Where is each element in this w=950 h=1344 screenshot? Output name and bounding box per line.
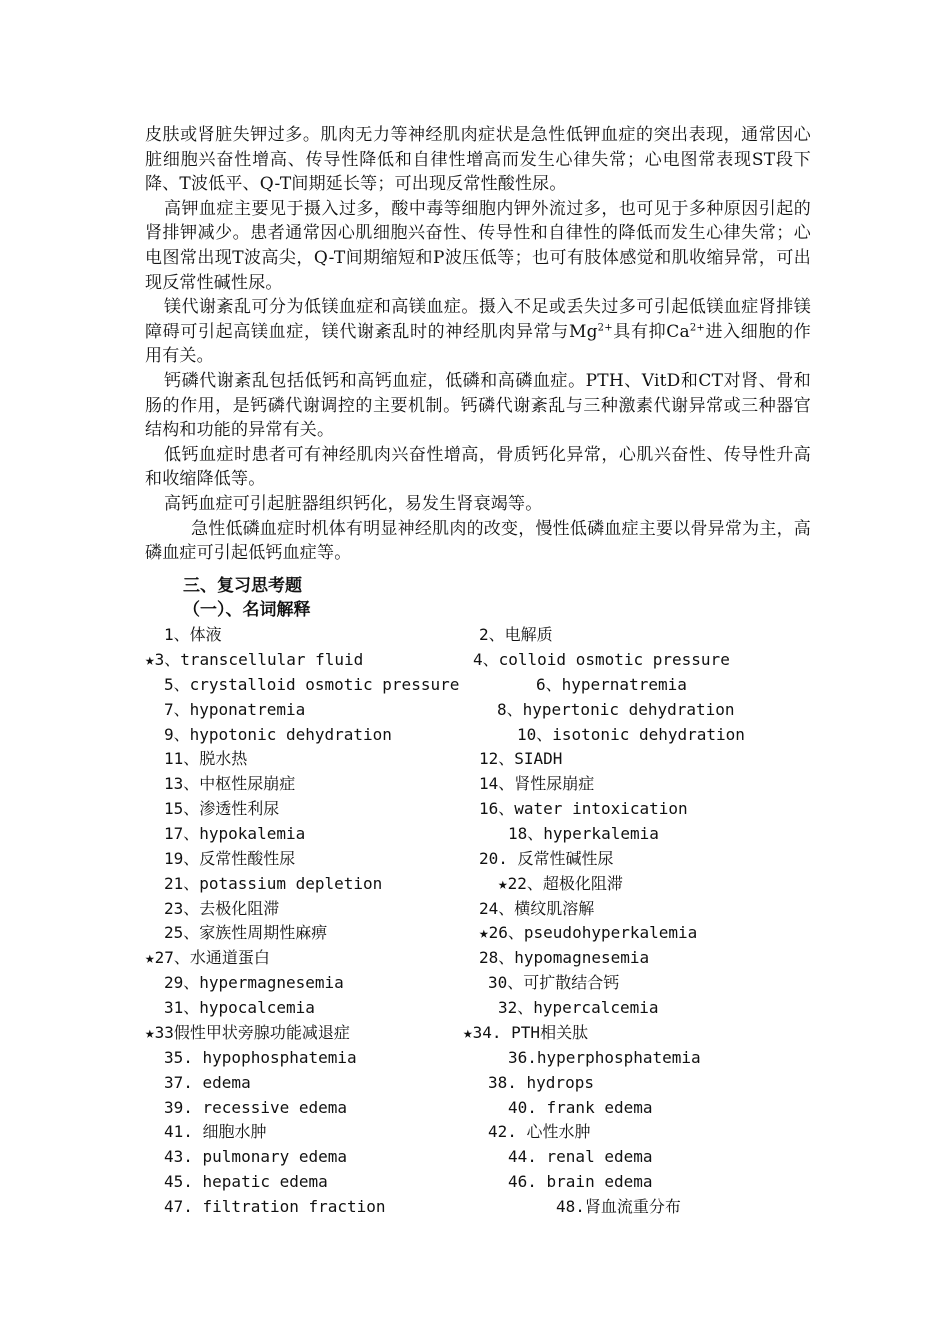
paragraph-hyperkalemia: 高钾血症主要见于摄入过多，酸中毒等细胞内钾外流过多，也可见于多种原因引起的肾排钾减少。患者通常因心肌细胞兴奋性、传导性和自律性的降低而发生心律失常；心电图常出现T波高尖，Q-T间期缩短和P波压低等；也可有肢体感觉和肌收缩异常，可出现反常性碱性尿。 — [145, 198, 811, 293]
term-item: 20. 反常性碱性尿 — [479, 849, 614, 868]
term-item: 40. frank edema — [508, 1098, 653, 1117]
term-item: 10、isotonic dehydration — [517, 725, 745, 744]
term-item: ★27、水通道蛋白 — [145, 948, 270, 967]
term-item: 23、去极化阻滞 — [164, 899, 280, 918]
term-item: 19、反常性酸性尿 — [164, 849, 296, 868]
term-item: 35. hypophosphatemia — [164, 1048, 357, 1067]
term-item: ★33假性甲状旁腺功能减退症 — [145, 1023, 350, 1042]
magnesium-text-1: 镁代谢紊乱可分为低镁血症和高镁血症。摄入不足或丢失过多可引起低镁血症肾排镁障碍可引起高镁血症，镁代谢紊乱时的神经肌肉异常与Mg — [145, 297, 811, 342]
term-item: 46. brain edema — [508, 1172, 653, 1191]
term-item: 47. filtration fraction — [164, 1197, 386, 1216]
term-item: 21、potassium depletion — [164, 874, 383, 893]
term-item: 9、hypotonic dehydration — [164, 725, 392, 744]
term-item: 7、hyponatremia — [164, 700, 306, 719]
superscript-charge: 2+ — [597, 322, 613, 334]
term-item: 14、肾性尿崩症 — [479, 774, 595, 793]
paragraph-hypokalemia-cont: 皮肤或肾脏失钾过多。肌肉无力等神经肌肉症状是急性低钾血症的突出表现，通常因心脏细胞兴奋性增高、传导性降低和自律性增高而发生心律失常；心电图常表现ST段下降、T波低平、Q-T间期延长等；可出现反常性酸性尿。 — [145, 125, 811, 195]
term-item: 38. hydrops — [488, 1073, 594, 1092]
term-item: 24、横纹肌溶解 — [479, 899, 595, 918]
term-item: ★34. PTH相关肽 — [463, 1023, 589, 1042]
term-item: 37. edema — [164, 1073, 251, 1092]
term-item: 42. 心性水肿 — [488, 1122, 591, 1141]
term-item: 4、colloid osmotic pressure — [473, 650, 730, 669]
term-item: 16、water intoxication — [479, 799, 688, 818]
paragraph-calcium-phosphate: 钙磷代谢紊乱包括低钙和高钙血症，低磷和高磷血症。PTH、VitD和CT对肾、骨和肠的作用，是钙磷代谢调控的主要机制。钙磷代谢紊乱与三种激素代谢异常或三种器官结构和功能的异常有关。 — [145, 370, 811, 441]
term-item: 44. renal edema — [508, 1147, 653, 1166]
term-item: 18、hyperkalemia — [508, 824, 659, 843]
term-item: 48.肾血流重分布 — [556, 1197, 681, 1216]
magnesium-text-3: 进入细胞的作用有关。 — [145, 321, 811, 367]
term-item: 36.hyperphosphatemia — [508, 1048, 701, 1067]
paragraph-phosphate: 急性低磷血症时机体有明显神经肌肉的改变，慢性低磷血症主要以骨异常为主，高磷血症可引起低钙血症等。 — [145, 518, 811, 564]
term-item: 32、hypercalcemia — [498, 998, 659, 1017]
term-item: 12、SIADH — [479, 749, 563, 768]
term-item: 8、hypertonic dehydration — [497, 700, 735, 719]
term-item: 5、crystalloid osmotic pressure — [164, 675, 460, 694]
term-item: 6、hypernatremia — [536, 675, 687, 694]
term-item: ★26、pseudohyperkalemia — [479, 923, 698, 942]
term-item: 43. pulmonary edema — [164, 1147, 348, 1166]
term-item: 17、hypokalemia — [164, 824, 306, 843]
term-item: 39. recessive edema — [164, 1098, 348, 1117]
term-item: 41. 细胞水肿 — [164, 1122, 267, 1141]
term-item: 45. hepatic edema — [164, 1172, 328, 1191]
term-item: 25、家族性周期性麻痹 — [164, 923, 328, 942]
paragraph-magnesium — [145, 295, 811, 369]
term-item: 2、电解质 — [479, 625, 553, 644]
section-title: 三、复习思考题 — [183, 576, 302, 596]
body-text — [145, 123, 811, 566]
term-item: 11、脱水热 — [164, 749, 248, 768]
term-item: 13、中枢性尿崩症 — [164, 774, 296, 793]
subsection-title: （一）、名词解释 — [183, 600, 311, 620]
term-item: 30、可扩散结合钙 — [488, 973, 620, 992]
paragraph-hypocalcemia: 低钙血症时患者可有神经肌肉兴奋性增高，骨质钙化异常，心肌兴奋性、传导性升高和收缩降低等。 — [145, 444, 811, 490]
term-item: 15、渗透性利尿 — [164, 799, 280, 818]
superscript-charge: 2+ — [689, 322, 705, 334]
term-item: 31、hypocalcemia — [164, 998, 315, 1017]
term-item: ★22、超极化阻滞 — [498, 874, 623, 893]
magnesium-text-2: 具有抑Ca — [612, 321, 690, 342]
term-item: 28、hypomagnesemia — [479, 948, 650, 967]
term-item: ★3、transcellular fluid — [145, 650, 364, 669]
term-item: 1、体液 — [164, 625, 222, 644]
term-item: 29、hypermagnesemia — [164, 973, 344, 992]
paragraph-hypercalcemia: 高钙血症可引起脏器组织钙化，易发生肾衰竭等。 — [164, 493, 543, 514]
